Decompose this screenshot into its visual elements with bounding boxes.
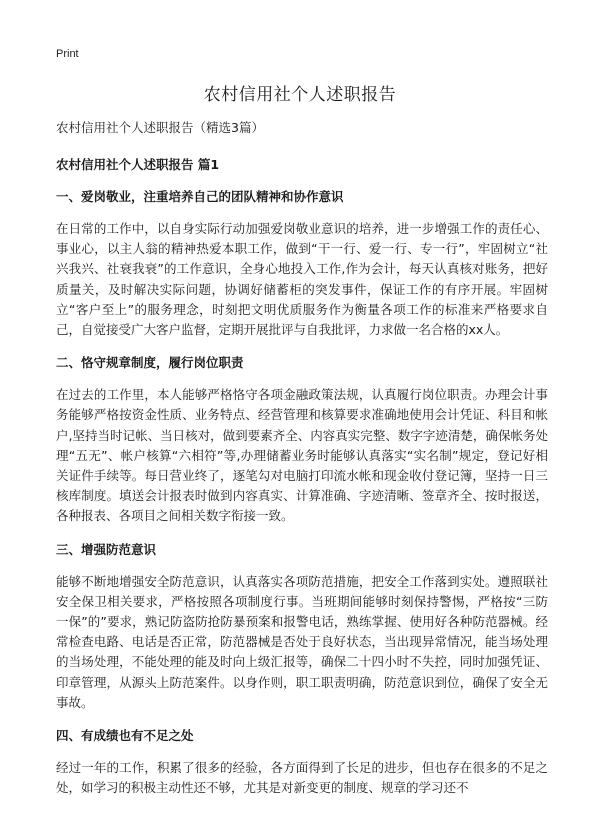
section-heading: 四、有成绩也有不足之处 [56,728,194,744]
section-heading: 三、增强防范意识 [56,541,157,557]
section-1 [56,187,548,340]
print-link[interactable]: Print [56,48,79,60]
section-paragraph: 能够不断地增强安全防范意识，认真落实各项防范措施，把安全工作落到实处。遵照联社安全保卫相关要求，严格按照各项制度行事。当班期间能够时刻保持警惕，严格按“三防一保”的”要求，熟记防盗防抢防暴预案和报警电话，熟练掌握、使用好各种防范器械。经常检查电路、电话是否正常，防范器械是否处于良好状态，当出现异常情况，能当场处理的当场处理，不能处理的能及时向上级汇报等，确保二十四小时不失控，同时加强凭证、印章管理，从源头上防范案件。以身作则，职工职责明确，防范意识到位，确保了安全无事故。 [56,573,548,710]
section-heading: 二、恪守规章制度，履行岗位职责 [56,355,244,371]
section-3 [56,540,548,713]
section-paragraph: 在日常的工作中，以自身实际行动加强爱岗敬业意识的培养，进一步增强工作的责任心、事业心，以主人翁的精神热爱本职工作，做到“干一行、爱一行、专一行”，牢固树立“社兴我兴、社衰我衰”的工作意识，全身心地投入工作,作为会计，每天认真核对账务，把好质量关，及时解决实际问题，协调好储蓄柜的突发事件，保证工作的有序开展。牢固树立“客户至上”的服务理念，时刻把文明优质服务作为衡量各项工作的标准来严格要求自己，自觉接受广大客户监督，定期开展批评与自我批评，力求做一名合格的xx人。 [56,221,548,338]
article-title: 农村信用社个人述职报告 篇1 [56,157,220,172]
page-title: 农村信用社个人述职报告 [203,85,397,105]
section-heading: 一、爱岗敬业，注重培养自己的团队精神和协作意识 [56,189,344,204]
section-4 [56,726,548,798]
section-2 [56,353,548,526]
section-paragraph: 在过去的工作里，本人能够严格恪守各项金融政策法规，认真履行岗位职责。办理会计事务能够严格按资金性质、业务特点、经营管理和核算要求准确地使用会计凭证、科目和帐户,坚持当时记帐、当日核对，做到要素齐全、内容真实完整、数字字迹清楚，确保帐务处理“五无”、帐户核算“六相符”等,办理储蓄业务时能够认真落实“实名制”规定，登记好相关证件手续等。每日营业终了，逐笔勾对电脑打印流水帐和现金收付登记簿，坚持一日三核库制度。填送会计报表时做到内容真实、计算准确、字迹清晰、签章齐全、按时报送，各种报表、各项目之间相关数字衔接一致。 [56,387,548,524]
section-paragraph: 经过一年的工作，积累了很多的经验，各方面得到了长足的进步，但也存在很多的不足之处，如学习的积极主动性还不够，尤其是对新变更的制度、规章的学习还不 [56,760,548,796]
document-body [56,118,548,811]
document-subtitle: 农村信用社个人述职报告（精选3篇） [56,120,264,135]
